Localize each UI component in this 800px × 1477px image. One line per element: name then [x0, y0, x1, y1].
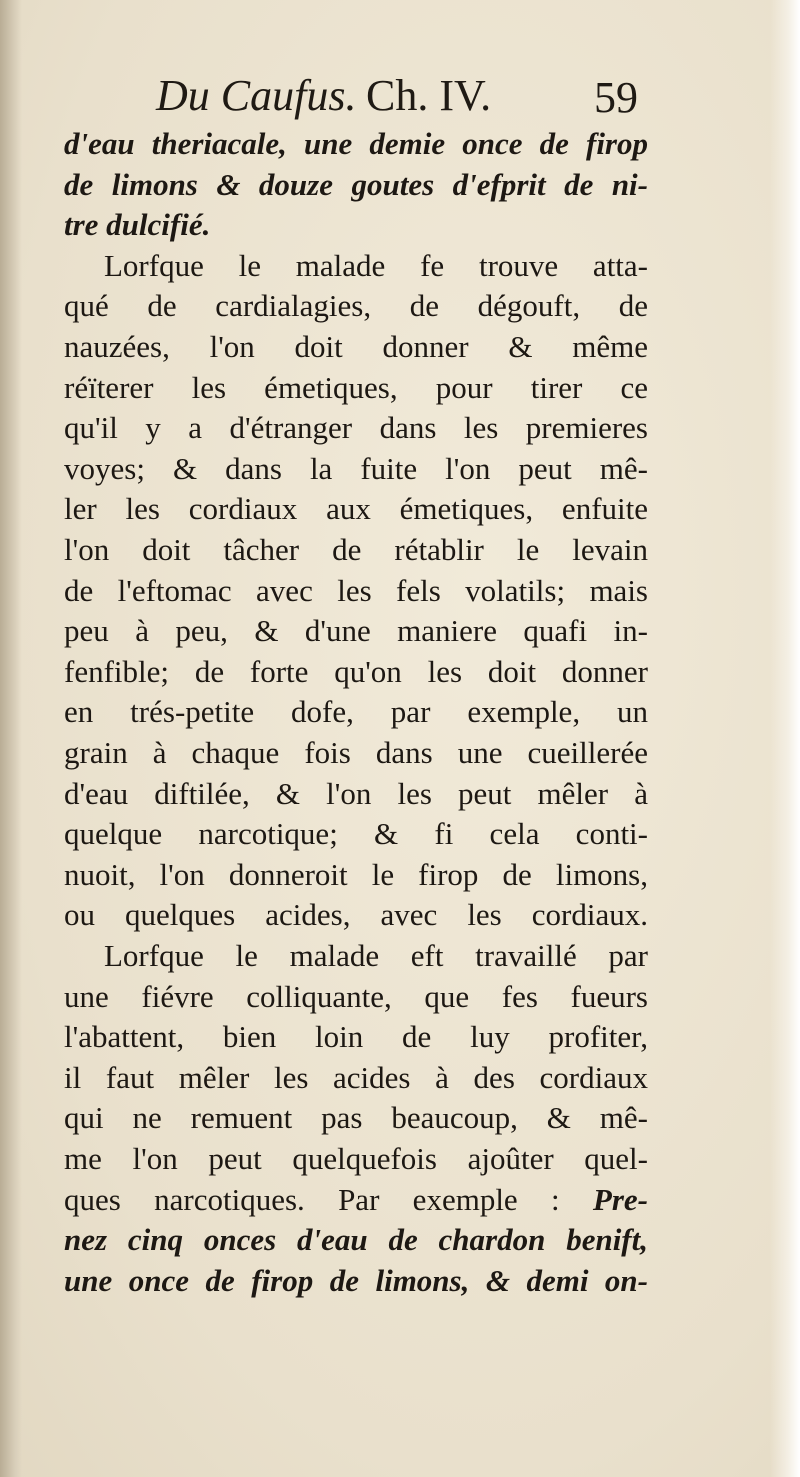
text-line: nuoit, l'on donneroit le firop de limons,	[64, 856, 648, 892]
text-line: d'eau theriacale, une demie once de firop	[64, 126, 648, 161]
running-head	[60, 70, 660, 122]
text-line: ou quelques acides, avec les cordiaux.	[64, 897, 648, 933]
page-gutter-shadow	[0, 0, 22, 1477]
text-line: en trés-petite dofe, par exemple, un	[64, 694, 648, 730]
text-line: tre dulcifié.	[64, 207, 211, 243]
text-line: d'eau diftilée, & l'on les peut mêler à	[64, 775, 648, 811]
text-line: Lorfque le malade fe trouve atta-	[104, 247, 648, 283]
text-line: ques narcotiques. Par exemple : Pre-	[64, 1181, 648, 1217]
page-right-edge	[770, 0, 800, 1477]
text-line: peu à peu, & d'une maniere quafi in-	[64, 613, 648, 649]
text-line: Lorfque le malade eft travaillé par	[104, 938, 648, 973]
text-line: l'on doit tâcher de rétablir le levain	[64, 532, 648, 567]
text-line: qu'il y a d'étranger dans les premieres	[64, 410, 648, 446]
text-line: qué de cardialagies, de dégouft, de	[64, 288, 648, 324]
text-line: qui ne remuent pas beaucoup, & mê-	[64, 1100, 648, 1136]
text-line: nez cinq onces d'eau de chardon benift,	[64, 1222, 648, 1258]
running-head-title: Du Caufus.	[156, 71, 357, 120]
text-line: me l'on peut quelquefois ajoûter quel-	[64, 1141, 648, 1176]
text-line: une once de firop de limons, & demi on-	[64, 1262, 648, 1298]
page-number: 59	[594, 73, 638, 122]
text-line: il faut mêler les acides à des cordiaux	[64, 1059, 648, 1095]
text-line: de limons & douze goutes d'efprit de ni-	[64, 166, 648, 202]
text-line: quelque narcotique; & fi cela conti-	[64, 816, 648, 852]
text-line: ler les cordiaux aux émetiques, enfuite	[64, 491, 648, 527]
text-line: grain à chaque fois dans une cueillerée	[64, 735, 648, 770]
text-line: réïterer les émetiques, pour tirer ce	[64, 369, 648, 405]
text-line: l'abattent, bien loin de luy profiter,	[64, 1019, 648, 1055]
text-line: fenfible; de forte qu'on les doit donner	[64, 653, 648, 689]
text-line: une fiévre colliquante, que fes fueurs	[64, 978, 648, 1014]
text-line: de l'eftomac avec les fels volatils; mais	[64, 572, 648, 608]
text-line: nauzées, l'on doit donner & même	[64, 329, 648, 364]
running-head-chapter: Ch. IV.	[366, 71, 492, 120]
text-line: voyes; & dans la fuite l'on peut mê-	[64, 450, 648, 486]
